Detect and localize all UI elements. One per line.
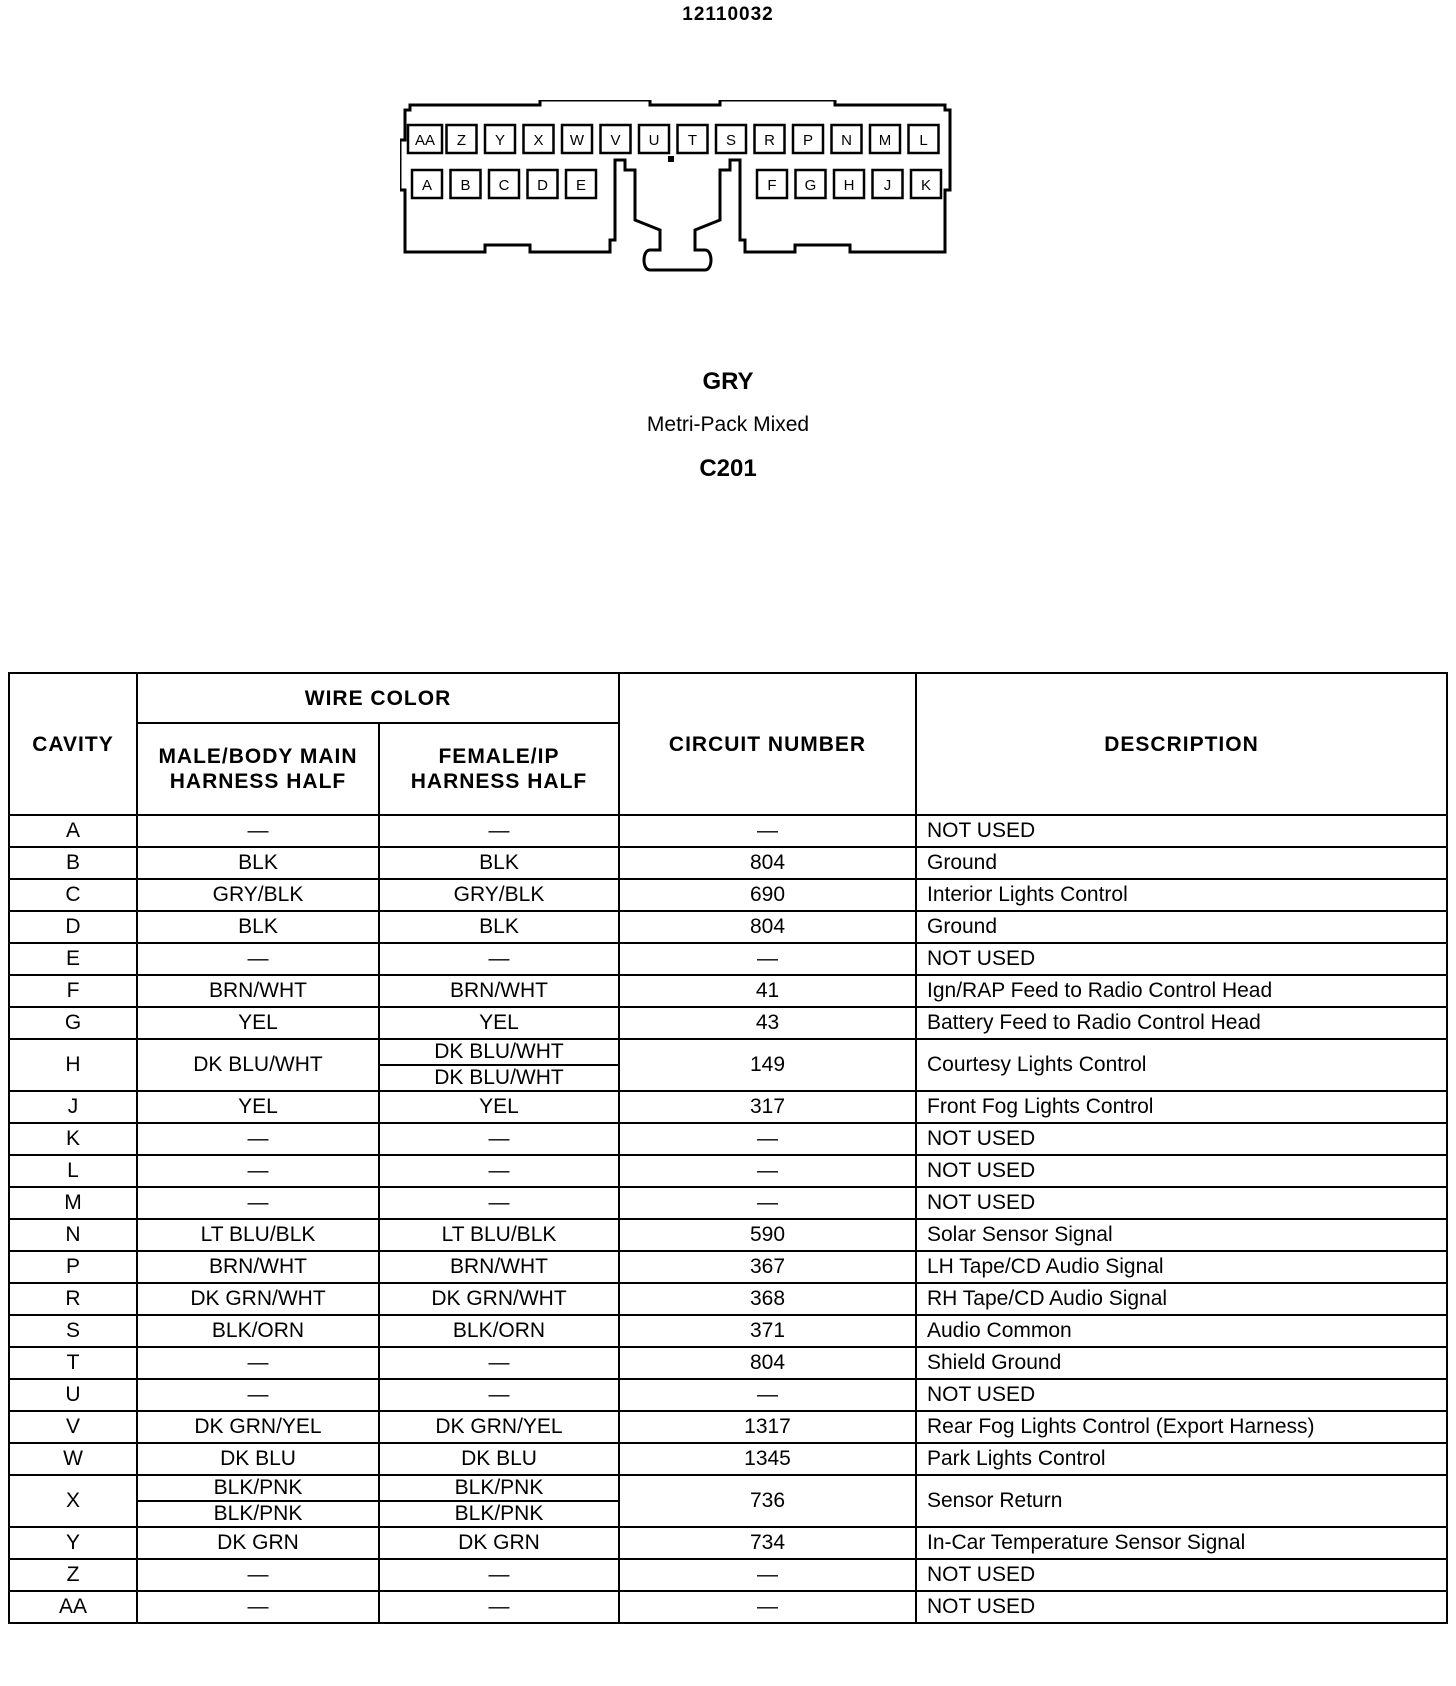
pin-label-s: S: [725, 132, 737, 149]
connector-type: Metri-Pack Mixed: [646, 413, 810, 436]
cell-cavity: F: [9, 975, 137, 1007]
cell-cavity: AA: [9, 1591, 137, 1623]
cell-female-wire-color: DK BLU: [379, 1443, 619, 1475]
pin-label-n: N: [841, 132, 852, 149]
connector-face-diagram: [400, 100, 1040, 300]
cell-female-wire-color: GRY/BLK: [379, 879, 619, 911]
header-cavity: CAVITY: [9, 673, 137, 815]
cell-description: NOT USED: [916, 1187, 1447, 1219]
cell-description: NOT USED: [916, 1123, 1447, 1155]
cell-description: Solar Sensor Signal: [916, 1219, 1447, 1251]
cell-female-wire-color: [379, 1039, 619, 1091]
pin-label-y: Y: [494, 132, 506, 149]
cell-circuit-number: 368: [619, 1283, 916, 1315]
table-row: [9, 1091, 1447, 1123]
table-row: [9, 975, 1447, 1007]
cell-cavity: T: [9, 1347, 137, 1379]
pin-label-u: U: [648, 132, 660, 149]
table-row: [9, 1315, 1447, 1347]
cell-cavity: R: [9, 1283, 137, 1315]
pin-label-j: J: [883, 177, 892, 194]
cell-male-wire-color: —: [137, 1347, 379, 1379]
cell-female-wire-color: —: [379, 1559, 619, 1591]
cell-circuit-number: 690: [619, 879, 916, 911]
table-row: [9, 1411, 1447, 1443]
cell-circuit-number: 736: [619, 1475, 916, 1527]
cell-male-wire-color: —: [137, 1379, 379, 1411]
cell-description: Ign/RAP Feed to Radio Control Head: [916, 975, 1447, 1007]
cell-male-wire-color: [137, 1475, 379, 1527]
pinout-table-body: [9, 815, 1447, 1623]
cell-description: NOT USED: [916, 943, 1447, 975]
cell-male-wire-color: YEL: [137, 1091, 379, 1123]
pin-label-b: B: [460, 177, 471, 194]
cell-circuit-number: 804: [619, 1347, 916, 1379]
cell-male-wire-color-primary: BLK/PNK: [138, 1476, 378, 1502]
cell-circuit-number: 371: [619, 1315, 916, 1347]
cell-cavity: P: [9, 1251, 137, 1283]
cell-description: RH Tape/CD Audio Signal: [916, 1283, 1447, 1315]
header-female-half: FEMALE/IP HARNESS HALF: [379, 723, 619, 815]
cell-cavity: B: [9, 847, 137, 879]
header-wire-color: WIRE COLOR: [137, 673, 619, 723]
cell-male-wire-color: —: [137, 1123, 379, 1155]
pin-label-w: W: [569, 132, 585, 149]
pin-label-g: G: [804, 177, 817, 194]
cell-cavity: W: [9, 1443, 137, 1475]
cell-female-wire-color: BRN/WHT: [379, 1251, 619, 1283]
cell-description: Battery Feed to Radio Control Head: [916, 1007, 1447, 1039]
table-row: [9, 1347, 1447, 1379]
cell-circuit-number: 1317: [619, 1411, 916, 1443]
pin-label-t: T: [687, 132, 698, 149]
cell-female-wire-color: —: [379, 1379, 619, 1411]
cell-description: In-Car Temperature Sensor Signal: [916, 1527, 1447, 1559]
cell-cavity: Y: [9, 1527, 137, 1559]
cell-female-wire-color: DK GRN: [379, 1527, 619, 1559]
table-row: [9, 1283, 1447, 1315]
table-row: [9, 815, 1447, 847]
cell-description: Courtesy Lights Control: [916, 1039, 1447, 1091]
cell-cavity: L: [9, 1155, 137, 1187]
pin-label-f: F: [767, 177, 777, 194]
pin-label-k: K: [920, 177, 932, 194]
cell-description: Ground: [916, 911, 1447, 943]
bottom-row-left-pins: [412, 170, 596, 198]
table-row: [9, 1443, 1447, 1475]
pin-label-a: A: [421, 177, 433, 194]
cell-male-wire-color: DK GRN/YEL: [137, 1411, 379, 1443]
cell-female-wire-color: BLK: [379, 847, 619, 879]
table-row: [9, 1591, 1447, 1623]
cell-cavity: E: [9, 943, 137, 975]
cell-female-wire-color: YEL: [379, 1007, 619, 1039]
cell-description: Sensor Return: [916, 1475, 1447, 1527]
cell-description: NOT USED: [916, 1379, 1447, 1411]
pin-label-l: L: [919, 132, 928, 149]
cell-female-wire-color: —: [379, 1155, 619, 1187]
polarization-mark: [668, 156, 674, 162]
cell-description: NOT USED: [916, 1591, 1447, 1623]
table-row: [9, 879, 1447, 911]
cell-cavity: X: [9, 1475, 137, 1527]
connector-id: C201: [699, 455, 757, 482]
table-row: [9, 1187, 1447, 1219]
cell-cavity: S: [9, 1315, 137, 1347]
cell-female-wire-color: DK GRN/YEL: [379, 1411, 619, 1443]
cell-circuit-number: —: [619, 1379, 916, 1411]
pin-label-z: Z: [456, 132, 467, 149]
cell-description: Ground: [916, 847, 1447, 879]
pin-label-h: H: [843, 177, 855, 194]
cell-female-wire-color: —: [379, 815, 619, 847]
table-row: [9, 1379, 1447, 1411]
cell-cavity: G: [9, 1007, 137, 1039]
cell-cavity: U: [9, 1379, 137, 1411]
cell-male-wire-color: DK BLU: [137, 1443, 379, 1475]
cell-female-wire-color-secondary: BLK/PNK: [454, 1502, 544, 1525]
cell-female-wire-color-primary: BLK/PNK: [380, 1476, 618, 1502]
cell-circuit-number: 43: [619, 1007, 916, 1039]
cell-circuit-number: 734: [619, 1527, 916, 1559]
cell-female-wire-color: BRN/WHT: [379, 975, 619, 1007]
cell-female-wire-color: BLK: [379, 911, 619, 943]
cell-description: NOT USED: [916, 815, 1447, 847]
cell-male-wire-color: BLK: [137, 911, 379, 943]
cell-cavity: J: [9, 1091, 137, 1123]
cell-male-wire-color: DK GRN: [137, 1527, 379, 1559]
bottom-row-right-pins: [757, 170, 941, 198]
cell-cavity: D: [9, 911, 137, 943]
pinout-table: [8, 672, 1448, 1624]
cell-cavity: V: [9, 1411, 137, 1443]
cell-cavity: K: [9, 1123, 137, 1155]
cell-circuit-number: 590: [619, 1219, 916, 1251]
cell-description: NOT USED: [916, 1155, 1447, 1187]
cell-circuit-number: —: [619, 1123, 916, 1155]
table-row: [9, 1475, 1447, 1527]
cell-female-wire-color: [379, 1475, 619, 1527]
header-male-half: MALE/BODY MAIN HARNESS HALF: [137, 723, 379, 815]
cell-male-wire-color: LT BLU/BLK: [137, 1219, 379, 1251]
pin-label-m: M: [878, 132, 892, 149]
cell-description: LH Tape/CD Audio Signal: [916, 1251, 1447, 1283]
cell-male-wire-color: YEL: [137, 1007, 379, 1039]
cell-cavity: N: [9, 1219, 137, 1251]
cell-cavity: C: [9, 879, 137, 911]
cell-circuit-number: —: [619, 1155, 916, 1187]
cell-female-wire-color: —: [379, 943, 619, 975]
table-row: [9, 1527, 1447, 1559]
cell-male-wire-color: BLK: [137, 847, 379, 879]
cell-circuit-number: 367: [619, 1251, 916, 1283]
cell-female-wire-color-secondary: DK BLU/WHT: [434, 1066, 564, 1089]
table-row: [9, 943, 1447, 975]
cell-cavity: H: [9, 1039, 137, 1091]
cell-female-wire-color: LT BLU/BLK: [379, 1219, 619, 1251]
pin-label-e: E: [575, 177, 587, 194]
cell-circuit-number: —: [619, 1591, 916, 1623]
table-row: [9, 1007, 1447, 1039]
cell-description: Park Lights Control: [916, 1443, 1447, 1475]
cell-female-wire-color: BLK/ORN: [379, 1315, 619, 1347]
connector-color-code: GRY: [702, 368, 754, 395]
cell-male-wire-color: —: [137, 1187, 379, 1219]
table-row: [9, 1559, 1447, 1591]
table-row: [9, 1251, 1447, 1283]
cell-circuit-number: —: [619, 1559, 916, 1591]
cell-male-wire-color: GRY/BLK: [137, 879, 379, 911]
part-number: 12110032: [682, 4, 774, 25]
cell-male-wire-color-secondary: BLK/PNK: [213, 1502, 303, 1525]
cell-circuit-number: 804: [619, 911, 916, 943]
cell-cavity: Z: [9, 1559, 137, 1591]
connector-outline: [400, 100, 950, 270]
pin-label-r: R: [764, 132, 775, 149]
cell-female-wire-color-primary: DK BLU/WHT: [380, 1040, 618, 1066]
cell-description: Shield Ground: [916, 1347, 1447, 1379]
pin-label-v: V: [610, 132, 621, 149]
cell-circuit-number: 804: [619, 847, 916, 879]
cell-circuit-number: —: [619, 1187, 916, 1219]
cell-male-wire-color: BRN/WHT: [137, 975, 379, 1007]
cell-cavity: M: [9, 1187, 137, 1219]
cell-cavity: A: [9, 815, 137, 847]
table-row: [9, 1219, 1447, 1251]
header-description: DESCRIPTION: [916, 673, 1447, 815]
cell-circuit-number: —: [619, 943, 916, 975]
cell-male-wire-color: —: [137, 1559, 379, 1591]
table-row: [9, 911, 1447, 943]
pin-label-x: X: [533, 132, 544, 149]
cell-female-wire-color: DK GRN/WHT: [379, 1283, 619, 1315]
cell-description: Rear Fog Lights Control (Export Harness): [916, 1411, 1447, 1443]
cell-description: Front Fog Lights Control: [916, 1091, 1447, 1123]
pin-label-aa: AA: [414, 132, 436, 149]
cell-female-wire-color: —: [379, 1123, 619, 1155]
cell-male-wire-color: DK BLU/WHT: [137, 1039, 379, 1091]
cell-description: NOT USED: [916, 1559, 1447, 1591]
cell-female-wire-color: —: [379, 1591, 619, 1623]
cell-male-wire-color: —: [137, 943, 379, 975]
table-row: [9, 1123, 1447, 1155]
table-row: [9, 1155, 1447, 1187]
cell-description: Interior Lights Control: [916, 879, 1447, 911]
table-row: [9, 1039, 1447, 1091]
pin-label-c: C: [498, 177, 510, 194]
cell-male-wire-color: —: [137, 1155, 379, 1187]
cell-circuit-number: 41: [619, 975, 916, 1007]
header-circuit-number: CIRCUIT NUMBER: [619, 673, 916, 815]
cell-circuit-number: 1345: [619, 1443, 916, 1475]
cell-female-wire-color: —: [379, 1347, 619, 1379]
cell-circuit-number: 317: [619, 1091, 916, 1123]
table-row: [9, 847, 1447, 879]
cell-female-wire-color: —: [379, 1187, 619, 1219]
cell-description: Audio Common: [916, 1315, 1447, 1347]
cell-male-wire-color: BRN/WHT: [137, 1251, 379, 1283]
pin-label-p: P: [802, 132, 814, 149]
pin-label-d: D: [537, 177, 548, 194]
cell-male-wire-color: BLK/ORN: [137, 1315, 379, 1347]
cell-female-wire-color: YEL: [379, 1091, 619, 1123]
top-row-pins: [408, 125, 939, 153]
cell-male-wire-color: DK GRN/WHT: [137, 1283, 379, 1315]
cell-male-wire-color: —: [137, 815, 379, 847]
cell-circuit-number: —: [619, 815, 916, 847]
cell-male-wire-color: —: [137, 1591, 379, 1623]
cell-circuit-number: 149: [619, 1039, 916, 1091]
